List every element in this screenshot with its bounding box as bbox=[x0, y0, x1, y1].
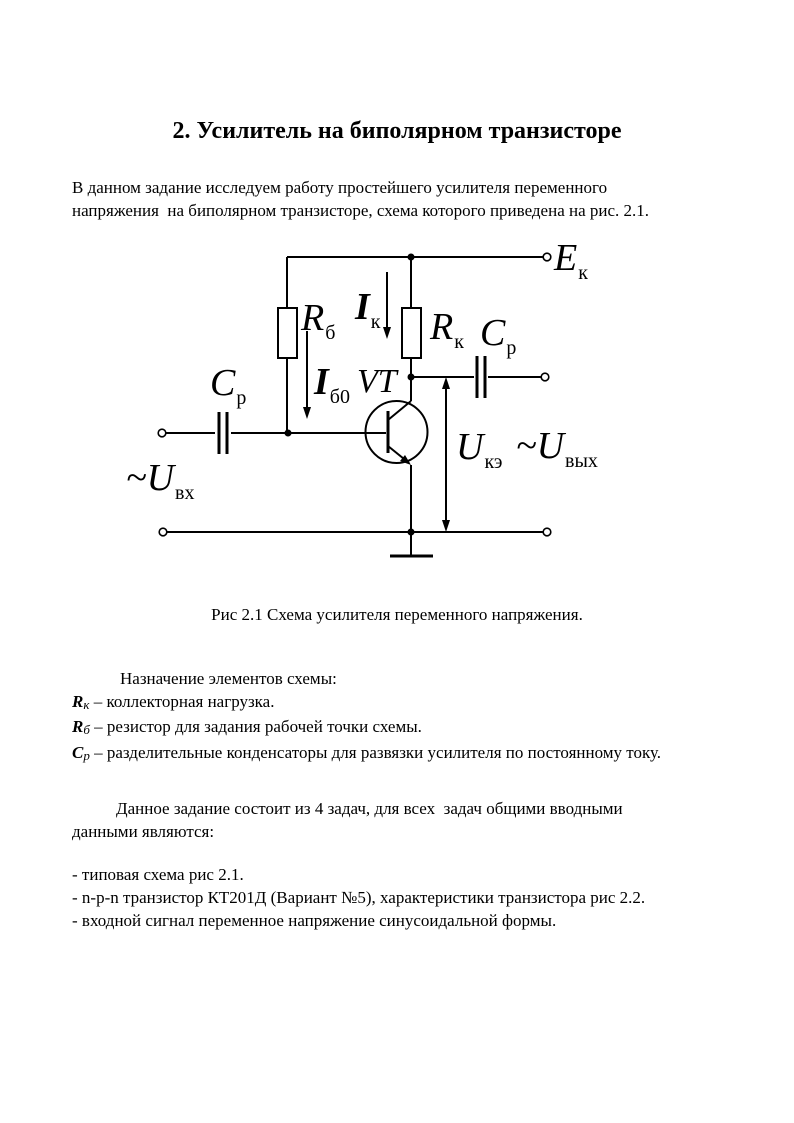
label-u-input: $\sim U_{вх}$ bbox=[126, 457, 195, 504]
output-capacitor bbox=[477, 356, 485, 398]
figure-caption: Рис 2.1 Схема усилителя переменного напряжения. bbox=[211, 605, 583, 624]
junction-dot bbox=[285, 430, 292, 437]
label-uke: $U_{кэ}$ bbox=[456, 426, 503, 473]
bullet-item: - входной сигнал переменное напряжение синусоидальной формы. bbox=[72, 911, 557, 930]
label-ek: $E_к$ bbox=[554, 237, 588, 284]
intro-paragraph bbox=[72, 176, 752, 222]
element-item: Cр – разделительные конденсаторы для развязки усилителя по постоянному току. bbox=[72, 742, 662, 763]
output-terminal bbox=[541, 373, 549, 381]
elements-section bbox=[72, 668, 762, 767]
task-line-1: Данное задание состоит из 4 задач, для всех задач общими вводными bbox=[116, 799, 623, 818]
ib0-current-arrow bbox=[303, 331, 311, 419]
bullet-item: - типовая схема рис 2.1. bbox=[72, 865, 244, 884]
label-u-output: $\sim U_{вых}$ bbox=[516, 425, 598, 472]
label-ib0: $I_{б0}$ bbox=[314, 361, 350, 408]
ground-left-terminal bbox=[159, 528, 167, 536]
resistor-rk bbox=[402, 257, 421, 377]
elements-heading: Назначение элементов схемы: bbox=[120, 669, 337, 688]
task-bullets bbox=[72, 863, 772, 932]
label-cr-input: $C_р$ bbox=[210, 362, 247, 409]
resistor-rb bbox=[278, 308, 297, 433]
intro-line-2: напряжения на биполярном транзисторе, схема которого приведена на рис. 2.1. bbox=[72, 201, 650, 220]
task-line-2: данными являются: bbox=[72, 822, 215, 841]
transistor-symbol bbox=[366, 377, 428, 532]
task-paragraph bbox=[72, 797, 762, 843]
label-rb: $R_б$ bbox=[301, 297, 336, 344]
ground-right-terminal bbox=[543, 528, 551, 536]
label-rk: $R_к$ bbox=[430, 306, 464, 353]
uke-voltage-arrow bbox=[442, 377, 450, 532]
label-vt: VT bbox=[357, 363, 397, 400]
label-ik: $I_к$ bbox=[355, 286, 381, 333]
input-terminal bbox=[158, 429, 166, 437]
input-capacitor bbox=[219, 412, 227, 454]
intro-line-1: В данном задание исследуем работу простейшего усилителя переменного bbox=[72, 178, 608, 197]
ground-icon bbox=[390, 532, 433, 556]
element-item: Rб – резистор для задания рабочей точки схемы. bbox=[72, 717, 422, 737]
ground-rail-wire bbox=[159, 528, 551, 556]
ek-terminal bbox=[543, 253, 551, 261]
input-branch bbox=[158, 412, 386, 454]
bullet-item: - n-p-n транзистор КТ201Д (Вариант №5), характеристики транзистора рис 2.2. bbox=[72, 888, 646, 907]
label-cr-output: $C_р$ bbox=[480, 312, 517, 359]
page-title: 2. Усилитель на биполярном транзисторе bbox=[172, 118, 622, 144]
element-item: Rк – коллекторная нагрузка. bbox=[72, 691, 275, 712]
ik-current-arrow bbox=[383, 272, 391, 339]
output-branch bbox=[408, 356, 549, 398]
